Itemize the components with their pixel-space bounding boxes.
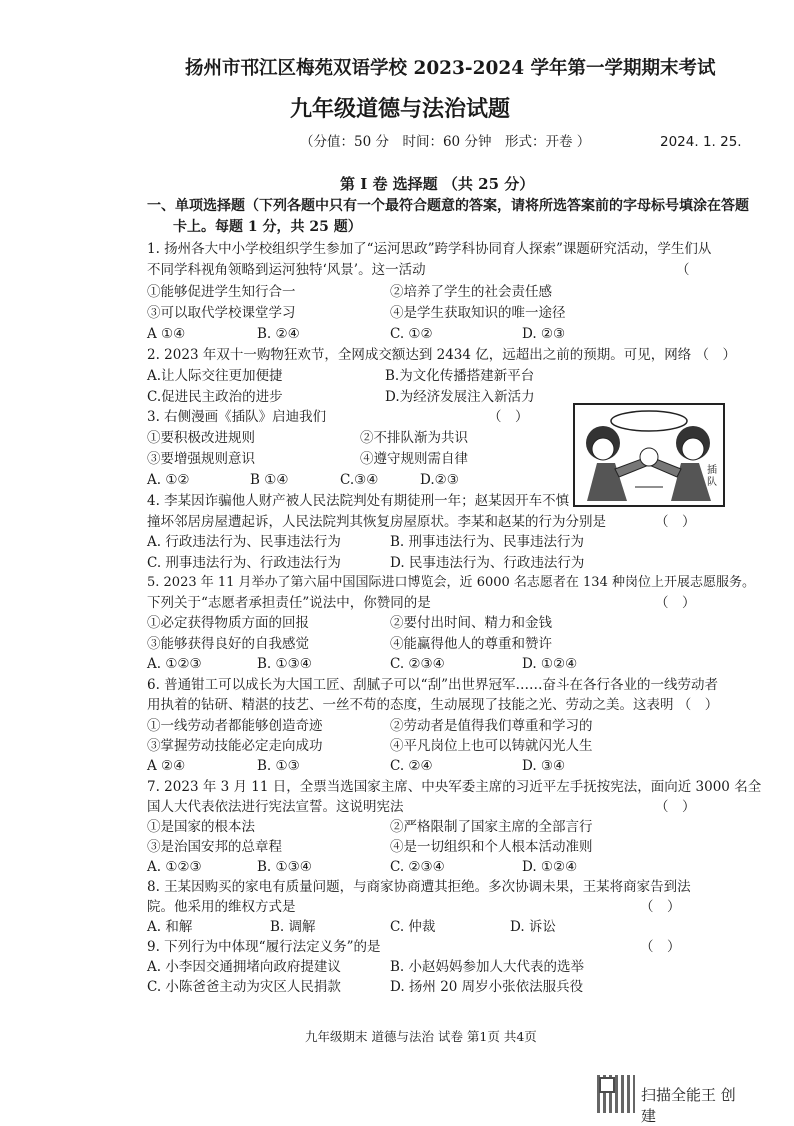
- section-instruction-2: 卡上。每题 1 分，共 25 题）: [173, 219, 362, 235]
- q9-choice-c: C. 小陈爸爸主动为灾区人民捐款: [147, 979, 341, 995]
- q2-choice-d: D.为经济发展注入新活力: [385, 389, 535, 405]
- cartoon-illustration: [575, 405, 723, 505]
- q3-paren: （ ）: [488, 409, 529, 425]
- q5-opt-3: ③能够获得良好的自我感觉: [147, 636, 309, 652]
- q5-choice-c: C. ②③④: [390, 656, 445, 672]
- q1-choice-d: D. ②③: [522, 326, 566, 342]
- section-instruction-1: 一、单项选择题（下列各题中只有一个最符合题意的答案，请将所选答案前的字母标号填涂在答题: [147, 198, 749, 214]
- q7-opt-2: ②严格限制了国家主席的全部言行: [390, 819, 593, 835]
- q7-opt-1: ①是国家的根本法: [147, 819, 255, 835]
- q8-choice-a: A. 和解: [147, 919, 193, 935]
- q5-opt-2: ②要付出时间、精力和金钱: [390, 615, 552, 631]
- q9-paren: （ ）: [640, 939, 681, 955]
- exam-date: 2024. 1. 25.: [660, 134, 742, 150]
- q6-stem-2: 用执着的钻研、精湛的技艺、一丝不苟的态度，生动展现了技能之光、劳动之美。这表明 （ ）: [147, 697, 719, 713]
- q4-paren: （ ）: [655, 514, 696, 530]
- q1-stem-2: 不同学科视角领略到运河独特‘风景’。这一活动: [147, 262, 426, 278]
- q5-paren: （ ）: [655, 595, 696, 611]
- q7-stem-2: 国人大代表依法进行宪法宣誓。这说明宪法: [147, 799, 404, 815]
- q1-opt-4: ④是学生获取知识的唯一途径: [390, 305, 566, 321]
- q9-stem: 9. 下列行为中体现“履行法定义务”的是: [147, 939, 381, 955]
- q6-opt-2: ②劳动者是值得我们尊重和学习的: [390, 718, 593, 734]
- q7-choice-a: A. ①②③: [147, 859, 202, 875]
- q4-choice-b: B. 刑事违法行为、民事违法行为: [390, 534, 585, 550]
- q5-stem-1: 5. 2023 年 11 月举办了第六届中国国际进口博览会，近 6000 名志愿者在 134 种岗位上开展志愿服务。: [147, 575, 755, 590]
- q1-choice-a: A ①④: [147, 326, 186, 342]
- q5-choice-b: B. ①③④: [257, 656, 312, 672]
- q1-paren: （: [676, 262, 690, 278]
- q4-choice-c: C. 刑事违法行为、行政违法行为: [147, 555, 341, 571]
- q9-choice-b: B. 小赵妈妈参加人大代表的选举: [390, 959, 585, 975]
- q3-choice-c: C.③④: [340, 472, 379, 488]
- q4-stem-1: 4. 李某因诈骗他人财产被人民法院判处有期徒刑一年；赵某因开车不慎: [147, 493, 570, 509]
- q7-stem-1: 7. 2023 年 3 月 11 日，全票当选国家主席、中央军委主席的习近平左手抚按宪法，面向近 3000 名全: [147, 779, 762, 795]
- q2-choice-a: A.让人际交往更加便捷: [147, 368, 283, 384]
- q4-choice-d: D. 民事违法行为、行政违法行为: [390, 555, 585, 571]
- q1-opt-3: ③可以取代学校课堂学习: [147, 305, 296, 321]
- q6-choice-d: D. ③④: [522, 758, 566, 774]
- q3-opt-4: ④遵守规则需自律: [360, 451, 468, 467]
- qr-code-icon: [597, 1075, 635, 1113]
- q1-opt-2: ②培养了学生的社会责任感: [390, 284, 552, 300]
- q3-opt-2: ②不排队渐为共识: [360, 430, 468, 446]
- q5-opt-1: ①必定获得物质方面的回报: [147, 615, 309, 631]
- q5-choice-a: A. ①②③: [147, 656, 202, 672]
- q8-choice-d: D. 诉讼: [510, 919, 556, 935]
- q3-stem: 3. 右侧漫画《插队》启迪我们: [147, 409, 327, 425]
- q7-opt-4: ④是一切组织和个人根本活动准则: [390, 839, 593, 855]
- q7-paren: （ ）: [655, 799, 696, 815]
- section-title: 第 Ⅰ 卷 选择题 （共 25 分）: [340, 175, 535, 193]
- q8-stem-1: 8. 王某因购买的家电有质量问题，与商家协商遭其拒绝。多次协调未果，王某将商家告到法: [147, 879, 691, 895]
- q8-choice-c: C. 仲裁: [390, 919, 436, 935]
- q6-choice-c: C. ②④: [390, 758, 433, 774]
- q8-paren: （ ）: [640, 899, 681, 915]
- q2-choice-c: C.促进民主政治的进步: [147, 389, 283, 405]
- q3-choice-d: D.②③: [420, 472, 459, 488]
- q2-stem: 2. 2023 年双十一购物狂欢节，全网成交额达到 2434 亿，远超出之前的预期。可见，网络 （ ）: [147, 347, 737, 363]
- q5-choice-d: D. ①②④: [522, 656, 578, 672]
- q7-opt-3: ③是治国安邦的总章程: [147, 839, 282, 855]
- q7-choice-c: C. ②③④: [390, 859, 445, 875]
- q3-opt-1: ①要积极改进规则: [147, 430, 255, 446]
- q6-stem-1: 6. 普通钳工可以成长为大国工匠、刮腻子可以“刮”出世界冠军……奋斗在各行各业的一线劳动者: [147, 677, 718, 693]
- q5-opt-4: ④能赢得他人的尊重和赞许: [390, 636, 552, 652]
- q9-choice-a: A. 小李因交通拥堵向政府提建议: [147, 959, 341, 975]
- q6-opt-4: ④平凡岗位上也可以铸就闪光人生: [390, 738, 593, 754]
- q8-stem-2: 院。他采用的维权方式是: [147, 899, 296, 915]
- q1-stem-1: 1. 扬州各大中小学校组织学生参加了“运河思政”跨学科协同育人探索”课题研究活动，学生们从: [147, 241, 712, 257]
- q3-choice-a: A. ①②: [147, 472, 190, 488]
- q6-opt-3: ③掌握劳动技能必定走向成功: [147, 738, 323, 754]
- q4-choice-a: A. 行政违法行为、民事违法行为: [147, 534, 341, 550]
- q6-opt-1: ①一线劳动者都能够创造奇迹: [147, 718, 323, 734]
- q6-choice-a: A ②④: [147, 758, 186, 774]
- q4-stem-2: 撞坏邻居房屋遭起诉，人民法院判其恢复房屋原状。李某和赵某的行为分别是: [147, 514, 606, 530]
- q8-choice-b: B. 调解: [270, 919, 316, 935]
- q3-choice-b: B ①④: [250, 472, 289, 488]
- q1-choice-b: B. ②④: [257, 326, 300, 342]
- cartoon-caption: 插队: [707, 465, 717, 488]
- q1-opt-1: ①能够促进学生知行合一: [147, 284, 296, 300]
- q5-stem-2: 下列关于“志愿者承担责任”说法中，你赞同的是: [147, 595, 431, 611]
- page-footer: 九年级期末 道德与法治 试卷 第1页 共4页: [305, 1029, 537, 1044]
- school-title: 扬州市邗江区梅苑双语学校 2023-2024 学年第一学期期末考试: [185, 58, 716, 79]
- q7-choice-b: B. ①③④: [257, 859, 312, 875]
- cartoon-queue-jumping: [573, 403, 725, 507]
- scanner-watermark: [597, 1075, 747, 1125]
- q6-choice-b: B. ①③: [257, 758, 300, 774]
- exam-info: （分值：50 分 时间：60 分钟 形式：开卷 ）: [300, 134, 591, 150]
- q1-choice-c: C. ①②: [390, 326, 433, 342]
- watermark-text: 扫描全能王 创建: [641, 1086, 736, 1125]
- q2-choice-b: B.为文化传播搭建新平台: [385, 368, 535, 384]
- q3-opt-3: ③要增强规则意识: [147, 451, 255, 467]
- q7-choice-d: D. ①②④: [522, 859, 578, 875]
- exam-title: 九年级道德与法治试题: [290, 96, 511, 122]
- q9-choice-d: D. 扬州 20 周岁小张依法服兵役: [390, 979, 584, 995]
